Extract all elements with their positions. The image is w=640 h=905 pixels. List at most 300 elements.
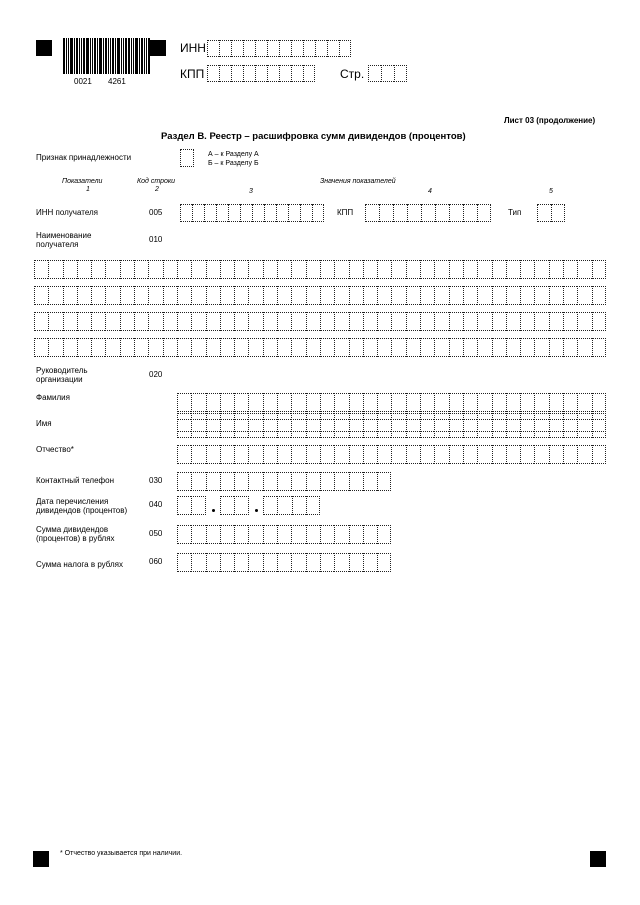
character-cell[interactable] — [206, 312, 220, 331]
character-cell[interactable] — [77, 312, 91, 331]
character-cell[interactable] — [577, 419, 591, 438]
character-cell[interactable] — [191, 419, 205, 438]
character-cell[interactable] — [204, 204, 216, 222]
character-cell[interactable] — [234, 496, 248, 515]
character-cell[interactable] — [277, 419, 291, 438]
character-cell[interactable] — [563, 338, 577, 357]
character-cell[interactable] — [391, 419, 405, 438]
character-cell[interactable] — [191, 472, 205, 491]
character-cell[interactable] — [506, 260, 520, 279]
character-cell[interactable] — [377, 338, 391, 357]
character-cell[interactable] — [163, 286, 177, 305]
character-cell[interactable] — [377, 393, 391, 412]
character-cell[interactable] — [320, 553, 334, 572]
character-cell[interactable] — [252, 204, 264, 222]
character-cell[interactable] — [492, 445, 506, 464]
character-cell[interactable] — [219, 65, 231, 82]
character-cell[interactable] — [406, 419, 420, 438]
character-cell[interactable] — [220, 312, 234, 331]
character-cell[interactable] — [334, 525, 348, 544]
character-cell[interactable] — [263, 338, 277, 357]
character-cell[interactable] — [277, 496, 291, 515]
character-cell[interactable] — [234, 260, 248, 279]
character-cell[interactable] — [334, 312, 348, 331]
character-cell[interactable] — [406, 393, 420, 412]
character-cell[interactable] — [263, 553, 277, 572]
character-cell[interactable] — [248, 260, 262, 279]
character-cell[interactable] — [120, 260, 134, 279]
character-cell[interactable] — [549, 312, 563, 331]
character-cell[interactable] — [220, 496, 234, 515]
character-cell[interactable] — [320, 525, 334, 544]
character-cell[interactable] — [231, 40, 243, 57]
character-cell[interactable] — [563, 445, 577, 464]
character-cell[interactable] — [377, 525, 391, 544]
recipient-name-row-1[interactable] — [34, 260, 606, 279]
character-cell[interactable] — [506, 338, 520, 357]
character-cell[interactable] — [180, 204, 192, 222]
character-cell[interactable] — [534, 312, 548, 331]
character-cell[interactable] — [134, 260, 148, 279]
character-cell[interactable] — [334, 393, 348, 412]
page-number-field[interactable] — [368, 65, 407, 82]
character-cell[interactable] — [134, 312, 148, 331]
character-cell[interactable] — [320, 393, 334, 412]
character-cell[interactable] — [263, 393, 277, 412]
character-cell[interactable] — [391, 286, 405, 305]
character-cell[interactable] — [463, 260, 477, 279]
character-cell[interactable] — [220, 553, 234, 572]
character-cell[interactable] — [77, 286, 91, 305]
character-cell[interactable] — [306, 260, 320, 279]
character-cell[interactable] — [477, 312, 491, 331]
character-cell[interactable] — [549, 419, 563, 438]
character-cell[interactable] — [327, 40, 339, 57]
character-cell[interactable] — [449, 445, 463, 464]
character-cell[interactable] — [320, 312, 334, 331]
character-cell[interactable] — [506, 393, 520, 412]
character-cell[interactable] — [291, 338, 305, 357]
character-cell[interactable] — [506, 312, 520, 331]
character-cell[interactable] — [207, 40, 219, 57]
character-cell[interactable] — [320, 472, 334, 491]
character-cell[interactable] — [363, 286, 377, 305]
character-cell[interactable] — [349, 445, 363, 464]
character-cell[interactable] — [320, 338, 334, 357]
dividend-amount-field[interactable] — [177, 525, 391, 544]
character-cell[interactable] — [492, 260, 506, 279]
character-cell[interactable] — [120, 286, 134, 305]
character-cell[interactable] — [277, 338, 291, 357]
character-cell[interactable] — [421, 204, 435, 222]
character-cell[interactable] — [434, 338, 448, 357]
character-cell[interactable] — [63, 312, 77, 331]
character-cell[interactable] — [206, 472, 220, 491]
character-cell[interactable] — [506, 286, 520, 305]
character-cell[interactable] — [263, 286, 277, 305]
character-cell[interactable] — [406, 445, 420, 464]
character-cell[interactable] — [434, 393, 448, 412]
character-cell[interactable] — [563, 286, 577, 305]
character-cell[interactable] — [365, 204, 379, 222]
character-cell[interactable] — [291, 393, 305, 412]
character-cell[interactable] — [220, 393, 234, 412]
character-cell[interactable] — [105, 312, 119, 331]
character-cell[interactable] — [220, 445, 234, 464]
character-cell[interactable] — [191, 445, 205, 464]
character-cell[interactable] — [334, 472, 348, 491]
character-cell[interactable] — [349, 286, 363, 305]
character-cell[interactable] — [377, 312, 391, 331]
character-cell[interactable] — [379, 204, 393, 222]
character-cell[interactable] — [206, 553, 220, 572]
character-cell[interactable] — [248, 312, 262, 331]
character-cell[interactable] — [263, 496, 277, 515]
character-cell[interactable] — [463, 419, 477, 438]
character-cell[interactable] — [551, 204, 565, 222]
character-cell[interactable] — [463, 286, 477, 305]
character-cell[interactable] — [377, 445, 391, 464]
character-cell[interactable] — [277, 472, 291, 491]
character-cell[interactable] — [220, 260, 234, 279]
character-cell[interactable] — [148, 286, 162, 305]
character-cell[interactable] — [549, 338, 563, 357]
character-cell[interactable] — [177, 553, 191, 572]
character-cell[interactable] — [520, 419, 534, 438]
character-cell[interactable] — [349, 338, 363, 357]
character-cell[interactable] — [463, 204, 477, 222]
character-cell[interactable] — [334, 338, 348, 357]
character-cell[interactable] — [177, 525, 191, 544]
character-cell[interactable] — [592, 419, 606, 438]
character-cell[interactable] — [255, 40, 267, 57]
character-cell[interactable] — [349, 553, 363, 572]
character-cell[interactable] — [549, 286, 563, 305]
character-cell[interactable] — [63, 338, 77, 357]
character-cell[interactable] — [534, 393, 548, 412]
character-cell[interactable] — [234, 419, 248, 438]
inn-recipient-field[interactable] — [180, 204, 324, 222]
kpp-recipient-field[interactable] — [365, 204, 491, 222]
character-cell[interactable] — [363, 525, 377, 544]
character-cell[interactable] — [549, 260, 563, 279]
character-cell[interactable] — [277, 286, 291, 305]
character-cell[interactable] — [303, 65, 315, 82]
character-cell[interactable] — [248, 553, 262, 572]
character-cell[interactable] — [349, 393, 363, 412]
character-cell[interactable] — [406, 338, 420, 357]
character-cell[interactable] — [248, 419, 262, 438]
character-cell[interactable] — [220, 419, 234, 438]
character-cell[interactable] — [368, 65, 381, 82]
character-cell[interactable] — [248, 286, 262, 305]
character-cell[interactable] — [592, 393, 606, 412]
character-cell[interactable] — [492, 338, 506, 357]
character-cell[interactable] — [177, 338, 191, 357]
character-cell[interactable] — [435, 204, 449, 222]
character-cell[interactable] — [520, 338, 534, 357]
character-cell[interactable] — [592, 260, 606, 279]
character-cell[interactable] — [592, 338, 606, 357]
character-cell[interactable] — [34, 286, 48, 305]
character-cell[interactable] — [420, 445, 434, 464]
character-cell[interactable] — [206, 393, 220, 412]
character-cell[interactable] — [520, 393, 534, 412]
character-cell[interactable] — [334, 260, 348, 279]
character-cell[interactable] — [434, 445, 448, 464]
character-cell[interactable] — [477, 260, 491, 279]
character-cell[interactable] — [91, 286, 105, 305]
character-cell[interactable] — [277, 445, 291, 464]
character-cell[interactable] — [363, 445, 377, 464]
character-cell[interactable] — [477, 338, 491, 357]
character-cell[interactable] — [105, 338, 119, 357]
character-cell[interactable] — [234, 525, 248, 544]
character-cell[interactable] — [177, 496, 191, 515]
character-cell[interactable] — [363, 553, 377, 572]
character-cell[interactable] — [291, 445, 305, 464]
character-cell[interactable] — [334, 445, 348, 464]
character-cell[interactable] — [206, 286, 220, 305]
character-cell[interactable] — [263, 525, 277, 544]
character-cell[interactable] — [463, 312, 477, 331]
character-cell[interactable] — [177, 445, 191, 464]
character-cell[interactable] — [34, 312, 48, 331]
character-cell[interactable] — [277, 525, 291, 544]
character-cell[interactable] — [288, 204, 300, 222]
character-cell[interactable] — [177, 393, 191, 412]
character-cell[interactable] — [320, 286, 334, 305]
character-cell[interactable] — [234, 472, 248, 491]
character-cell[interactable] — [191, 553, 205, 572]
character-cell[interactable] — [334, 419, 348, 438]
character-cell[interactable] — [177, 260, 191, 279]
character-cell[interactable] — [191, 312, 205, 331]
character-cell[interactable] — [377, 472, 391, 491]
character-cell[interactable] — [277, 553, 291, 572]
character-cell[interactable] — [377, 286, 391, 305]
character-cell[interactable] — [407, 204, 421, 222]
character-cell[interactable] — [363, 419, 377, 438]
character-cell[interactable] — [434, 286, 448, 305]
character-cell[interactable] — [291, 525, 305, 544]
character-cell[interactable] — [449, 393, 463, 412]
character-cell[interactable] — [264, 204, 276, 222]
character-cell[interactable] — [219, 40, 231, 57]
character-cell[interactable] — [315, 40, 327, 57]
character-cell[interactable] — [349, 260, 363, 279]
character-cell[interactable] — [206, 338, 220, 357]
character-cell[interactable] — [549, 393, 563, 412]
patronymic-field[interactable] — [177, 445, 606, 464]
character-cell[interactable] — [263, 419, 277, 438]
character-cell[interactable] — [191, 496, 205, 515]
character-cell[interactable] — [105, 260, 119, 279]
recipient-name-row-4[interactable] — [34, 338, 606, 357]
character-cell[interactable] — [163, 338, 177, 357]
character-cell[interactable] — [577, 286, 591, 305]
character-cell[interactable] — [105, 286, 119, 305]
character-cell[interactable] — [234, 338, 248, 357]
character-cell[interactable] — [406, 286, 420, 305]
character-cell[interactable] — [349, 419, 363, 438]
character-cell[interactable] — [492, 419, 506, 438]
character-cell[interactable] — [577, 312, 591, 331]
character-cell[interactable] — [391, 260, 405, 279]
character-cell[interactable] — [577, 338, 591, 357]
character-cell[interactable] — [220, 525, 234, 544]
character-cell[interactable] — [363, 260, 377, 279]
character-cell[interactable] — [592, 312, 606, 331]
character-cell[interactable] — [520, 260, 534, 279]
character-cell[interactable] — [34, 260, 48, 279]
character-cell[interactable] — [220, 286, 234, 305]
character-cell[interactable] — [449, 338, 463, 357]
character-cell[interactable] — [192, 204, 204, 222]
character-cell[interactable] — [263, 260, 277, 279]
character-cell[interactable] — [163, 312, 177, 331]
character-cell[interactable] — [377, 260, 391, 279]
character-cell[interactable] — [363, 472, 377, 491]
character-cell[interactable] — [592, 445, 606, 464]
character-cell[interactable] — [291, 419, 305, 438]
character-cell[interactable] — [334, 286, 348, 305]
character-cell[interactable] — [563, 260, 577, 279]
character-cell[interactable] — [248, 393, 262, 412]
character-cell[interactable] — [520, 445, 534, 464]
character-cell[interactable] — [391, 312, 405, 331]
character-cell[interactable] — [303, 40, 315, 57]
first-name-field[interactable] — [177, 419, 606, 438]
character-cell[interactable] — [206, 419, 220, 438]
character-cell[interactable] — [363, 312, 377, 331]
character-cell[interactable] — [291, 260, 305, 279]
character-cell[interactable] — [334, 553, 348, 572]
character-cell[interactable] — [577, 393, 591, 412]
character-cell[interactable] — [277, 312, 291, 331]
character-cell[interactable] — [276, 204, 288, 222]
character-cell[interactable] — [300, 204, 312, 222]
character-cell[interactable] — [291, 553, 305, 572]
character-cell[interactable] — [306, 338, 320, 357]
character-cell[interactable] — [267, 65, 279, 82]
character-cell[interactable] — [207, 65, 219, 82]
character-cell[interactable] — [120, 338, 134, 357]
kpp-field[interactable] — [207, 65, 315, 82]
character-cell[interactable] — [563, 419, 577, 438]
character-cell[interactable] — [420, 286, 434, 305]
character-cell[interactable] — [77, 338, 91, 357]
character-cell[interactable] — [492, 286, 506, 305]
character-cell[interactable] — [163, 260, 177, 279]
character-cell[interactable] — [263, 312, 277, 331]
character-cell[interactable] — [248, 525, 262, 544]
character-cell[interactable] — [534, 445, 548, 464]
character-cell[interactable] — [363, 338, 377, 357]
character-cell[interactable] — [534, 286, 548, 305]
character-cell[interactable] — [420, 312, 434, 331]
character-cell[interactable] — [177, 286, 191, 305]
character-cell[interactable] — [191, 393, 205, 412]
character-cell[interactable] — [534, 338, 548, 357]
character-cell[interactable] — [391, 445, 405, 464]
character-cell[interactable] — [377, 419, 391, 438]
inn-field[interactable] — [207, 40, 351, 57]
character-cell[interactable] — [48, 338, 62, 357]
character-cell[interactable] — [240, 204, 252, 222]
character-cell[interactable] — [191, 525, 205, 544]
character-cell[interactable] — [291, 312, 305, 331]
character-cell[interactable] — [420, 338, 434, 357]
character-cell[interactable] — [91, 338, 105, 357]
character-cell[interactable] — [77, 260, 91, 279]
character-cell[interactable] — [306, 445, 320, 464]
character-cell[interactable] — [306, 286, 320, 305]
character-cell[interactable] — [449, 286, 463, 305]
character-cell[interactable] — [406, 312, 420, 331]
character-cell[interactable] — [277, 260, 291, 279]
character-cell[interactable] — [134, 286, 148, 305]
character-cell[interactable] — [134, 338, 148, 357]
date-year-field[interactable] — [263, 496, 320, 515]
character-cell[interactable] — [91, 260, 105, 279]
character-cell[interactable] — [191, 338, 205, 357]
character-cell[interactable] — [306, 393, 320, 412]
character-cell[interactable] — [279, 40, 291, 57]
character-cell[interactable] — [234, 393, 248, 412]
character-cell[interactable] — [434, 260, 448, 279]
character-cell[interactable] — [577, 260, 591, 279]
character-cell[interactable] — [248, 338, 262, 357]
character-cell[interactable] — [234, 445, 248, 464]
character-cell[interactable] — [434, 419, 448, 438]
character-cell[interactable] — [349, 472, 363, 491]
character-cell[interactable] — [291, 472, 305, 491]
character-cell[interactable] — [534, 260, 548, 279]
character-cell[interactable] — [320, 419, 334, 438]
character-cell[interactable] — [48, 312, 62, 331]
character-cell[interactable] — [177, 472, 191, 491]
character-cell[interactable] — [48, 260, 62, 279]
character-cell[interactable] — [228, 204, 240, 222]
character-cell[interactable] — [63, 286, 77, 305]
character-cell[interactable] — [279, 65, 291, 82]
character-cell[interactable] — [449, 312, 463, 331]
date-month-field[interactable] — [220, 496, 249, 515]
character-cell[interactable] — [394, 65, 407, 82]
character-cell[interactable] — [520, 312, 534, 331]
character-cell[interactable] — [267, 40, 279, 57]
recipient-name-row-3[interactable] — [34, 312, 606, 331]
character-cell[interactable] — [148, 312, 162, 331]
character-cell[interactable] — [34, 338, 48, 357]
character-cell[interactable] — [206, 525, 220, 544]
character-cell[interactable] — [420, 419, 434, 438]
character-cell[interactable] — [463, 338, 477, 357]
character-cell[interactable] — [434, 312, 448, 331]
character-cell[interactable] — [320, 445, 334, 464]
character-cell[interactable] — [391, 338, 405, 357]
character-cell[interactable] — [463, 393, 477, 412]
character-cell[interactable] — [234, 312, 248, 331]
character-cell[interactable] — [577, 445, 591, 464]
character-cell[interactable] — [449, 260, 463, 279]
character-cell[interactable] — [381, 65, 394, 82]
character-cell[interactable] — [263, 445, 277, 464]
phone-field[interactable] — [177, 472, 391, 491]
surname-field-row-1[interactable] — [177, 393, 606, 412]
character-cell[interactable] — [349, 525, 363, 544]
